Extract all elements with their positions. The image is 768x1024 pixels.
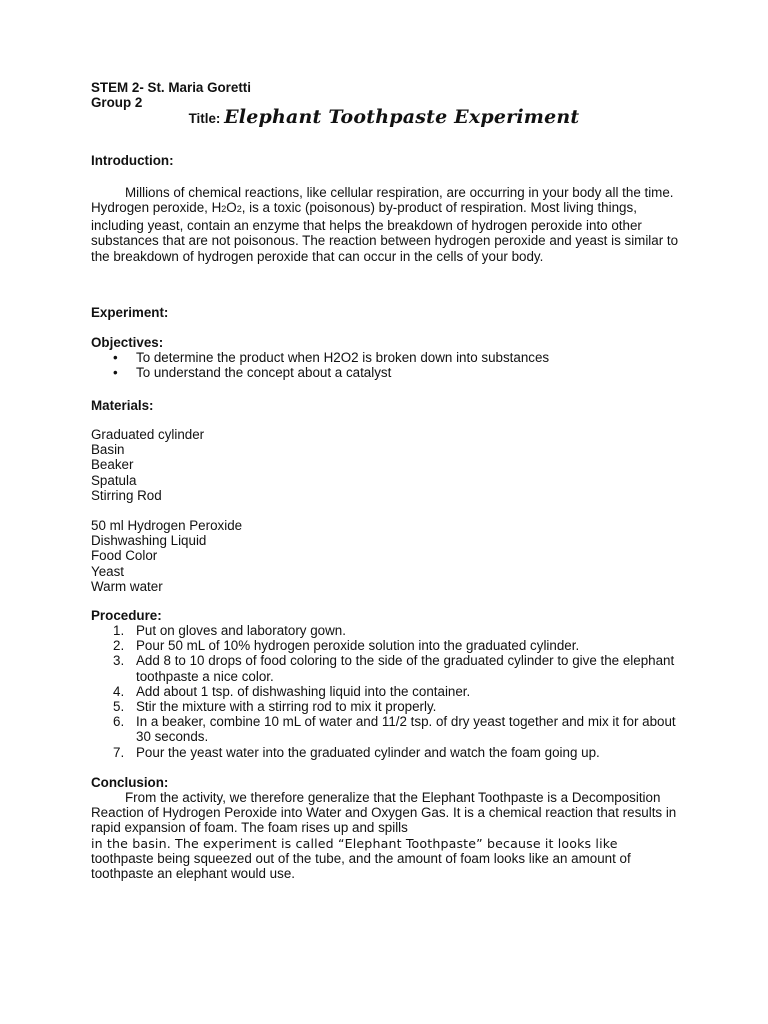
list-item: [91, 350, 549, 365]
header-school: STEM 2- St. Maria Goretti: [91, 80, 251, 95]
list-item: [91, 638, 681, 653]
step-number: 6.: [113, 714, 125, 730]
introduction-heading: Introduction:: [91, 153, 174, 168]
list-item: 50 ml Hydrogen Peroxide: [91, 518, 243, 533]
list-item: Dishwashing Liquid: [91, 533, 207, 549]
conclusion-text-3: toothpaste being squeezed out of the tube, and the amount of foam looks like an amount of toothpaste an elephant would use.: [91, 850, 631, 882]
list-item: [91, 365, 549, 380]
list-item: Spatula: [91, 472, 137, 488]
step-text: In a beaker, combine 10 mL of water and 11/2 tsp. of dry yeast together and mix it for about 30 seconds.: [136, 714, 676, 745]
list-item: Beaker: [91, 457, 134, 473]
list-item: Stirring Rod: [91, 487, 162, 503]
title-text: Elephant Toothpaste Experiment: [224, 106, 580, 128]
step-text: Stir the mixture with a stirring rod to mix it properly.: [136, 699, 437, 715]
procedure-heading: Procedure:: [91, 608, 162, 623]
step-number: 2.: [113, 638, 125, 654]
list-item: [91, 714, 681, 744]
step-text: Add about 1 tsp. of dishwashing liquid into the container.: [136, 683, 471, 699]
step-number: 7.: [113, 744, 125, 760]
intro-sub-2: 2: [236, 204, 242, 215]
materials-heading: Materials:: [91, 398, 154, 413]
step-number: 3.: [113, 653, 125, 669]
step-number: 5.: [113, 699, 125, 715]
intro-text-start: Millions of chemical reactions, like cellular respiration, are occurring in your body all the time. Hydrogen peroxide, H: [91, 185, 674, 216]
step-text: Pour the yeast water into the graduated cylinder and watch the foam going up.: [136, 744, 600, 760]
intro-sub-1: 2: [221, 204, 227, 215]
objective-text: To determine the product when H2O2 is broken down into substances: [136, 350, 550, 365]
intro-text-end: , is a toxic (poisonous) by-product of respiration. Most living things, including yeast, contain an enzyme that helps the breakdown of hydrogen peroxide into other substances that are not poisonous. The reaction between hydrogen peroxide and yeast is similar to the breakdown of hydrogen peroxide that can occur in the cells of your body.: [91, 200, 679, 264]
objectives-heading: Objectives:: [91, 335, 164, 350]
list-item: Basin: [91, 442, 125, 458]
step-number: 4.: [113, 683, 125, 699]
intro-text-mid: O: [226, 200, 237, 216]
conclusion-heading: Conclusion:: [91, 775, 169, 790]
conclusion-text-1: From the activity, we therefore generalize that the Elephant Toothpaste is a Decomposition Reaction of Hydrogen Peroxide into Water and Oxygen Gas. It is a chemical reaction that results in rapid expansion of foam. The foam rises up and spills: [91, 790, 677, 836]
bullet-icon: •: [113, 365, 118, 381]
step-text: Put on gloves and laboratory gown.: [136, 623, 346, 638]
materials-list-substances: [91, 518, 242, 594]
objectives-list: [91, 350, 549, 380]
experiment-heading: Experiment:: [91, 305, 169, 320]
objective-text: To understand the concept about a catalyst: [136, 365, 392, 381]
list-item: Graduated cylinder: [91, 427, 205, 442]
step-text: Add 8 to 10 drops of food coloring to the side of the graduated cylinder to give the elephant toothpaste a nice color.: [136, 653, 675, 684]
list-item: Warm water: [91, 578, 163, 594]
materials-list-equipment: [91, 427, 204, 503]
bullet-icon: •: [113, 350, 118, 365]
title-label: Title:: [188, 111, 221, 126]
list-item: [91, 653, 681, 683]
list-item: [91, 699, 681, 714]
conclusion-paragraph: [91, 790, 681, 881]
header-group: Group 2: [91, 95, 143, 110]
procedure-list: [91, 623, 681, 760]
conclusion-text-2: in the basin. The experiment is called “Elephant Toothpaste” because it looks like: [91, 835, 618, 851]
document-title: [0, 106, 768, 128]
list-item: [91, 745, 681, 760]
introduction-paragraph: [91, 185, 681, 264]
list-item: Food Color: [91, 548, 158, 564]
step-number: 1.: [113, 623, 125, 638]
step-text: Pour 50 mL of 10% hydrogen peroxide solution into the graduated cylinder.: [136, 638, 580, 654]
list-item: [91, 623, 681, 638]
list-item: [91, 684, 681, 699]
list-item: Yeast: [91, 563, 125, 579]
